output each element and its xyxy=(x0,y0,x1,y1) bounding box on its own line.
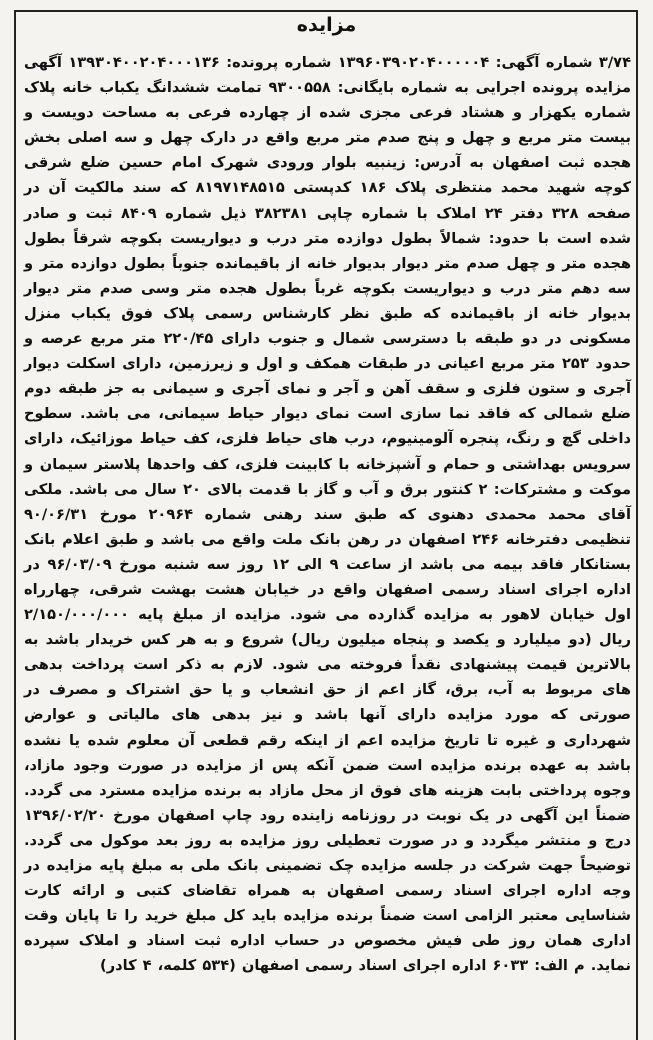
notice-body: ۳/۷۴ شماره آگهی: ۱۳۹۶۰۳۹۰۲۰۴۰۰۰۰۰۴ شماره پرونده: ۱۳۹۳۰۴۰۰۲۰۴۰۰۰۱۳۶ آگهی مزایده پرونده اجرایی به شماره بایگانی: ۹۳۰۰۵۵۸ تمامت ششدانگ یکباب خانه پلاک شماره یکهزار و هشتاد فرعی مجزی شده از چهارده فرعی به مساحت دویست و بیست متر مربع و چهل و پنج صدم متر مربع واقع در دارک چهل و سه اصلی بخش هجده ثبت اصفهان به آدرس: زینبیه بلوار ورودی شهرک امام حسین ضلع شرقی کوچه شهید محمد منتظری پلاک ۱۸۶ کدپستی ۸۱۹۷۱۴۸۵۱۵ که سند مالکیت آن در صفحه ۳۲۸ دفتر ۲۴ املاک با شماره چاپی ۳۸۲۳۸۱ ذیل شماره ۸۴۰۹ ثبت و صادر شده است با حدود: شمالاً بطول دوازده متر درب و دیواریست بکوچه شرقاً بطول هجده متر و چهل صدم متر دیوار بدیوار خانه از باقیمانده جنوباً بطول دوازده متر و سه دهم متر درب و دیواریست بکوچه غرباً بطول هجده متر وسی صدم متر دیوار بدیوار خانه از باقیمانده که طبق نظر کارشناس رسمی پلاک فوق یکباب منزل مسکونی در دو طبقه با دسترسی شمال و جنوب دارای ۲۲۰/۴۵ متر مربع عرصه و حدود ۲۵۳ متر مربع اعیانی در طبقات همکف و اول و زیرزمین، دارای اسکلت دیوار آجری و ستون فلزی و سقف آهن و آجر و نمای آجری و سیمانی به جز طبقه دوم ضلع شمالی که فاقد نما سازی است نمای دیوار حیاط سیمانی، می باشد. سطوح داخلی گچ و رنگ، پنجره آلومینیوم، درب های حیاط فلزی، کف حیاط موزائیک، دارای سرویس بهداشتی و حمام و آشپزخانه با کابینت فلزی، کف واحدها پلاستر سیمان و موکت و مشترکات: ۲ کنتور برق و آب و گاز با قدمت بالای ۲۰ سال می باشد. ملکی آقای محمد محمدی دهنوی که طبق سند رهنی شماره ۲۰۹۶۴ مورخ ۹۰/۰۶/۳۱ تنظیمی دفترخانه ۲۴۶ اصفهان در رهن بانک ملت واقع می باشد و طبق اعلام بانک بستانکار فاقد بیمه می باشد از ساعت ۹ الی ۱۲ روز سه شنبه مورخ ۹۶/۰۳/۰۹ در اداره اجرای اسناد رسمی اصفهان واقع در خیابان هشت بهشت شرقی، چهارراه اول خیابان لاهور به مزایده گذارده می شود. مزایده از مبلغ پایه ۲/۱۵۰/۰۰۰/۰۰۰ ریال (دو میلیارد و یکصد و پنجاه میلیون ریال) شروع و به هر کس خریدار باشد به بالاترین قیمت پیشنهادی نقداً فروخته می شود. لازم به ذکر است پرداخت بدهی های مربوط به آب، برق، گاز اعم از حق انشعاب و یا حق اشتراک و مصرف در صورتی که مورد مزایده دارای آنها باشد و نیز بدهی های مالیاتی و عوارض شهرداری و غیره تا تاریخ مزایده اعم از اینکه رقم قطعی آن معلوم شده یا نشده باشد به عهده برنده مزایده است ضمن آنکه پس از مزایده در صورت وجود مازاد، وجوه پرداختی بابت هزینه های فوق از محل مازاد به برنده مزایده مسترد می گردد. ضمناً این آگهی در یک نوبت در روزنامه زاینده رود چاپ اصفهان مورخ ۱۳۹۶/۰۲/۲۰ درج و منتشر میگردد و در صورت تعطیلی روز مزایده به روز بعد موکول می گردد. توضیحاً جهت شرکت در جلسه مزایده چک تضمینی بانک ملی به مبلغ پایه مزایده در وجه اداره اجرای اسناد رسمی اصفهان به همراه تقاضای کتبی و ارائه کارت شناسایی معتبر الزامی است ضمناً برنده مزایده باید کل مبلغ خرید را تا پایان وقت اداری همان روز طی فیش مخصوص در حساب اداره ثبت اسناد و املاک سپرده نماید. م الف: ۶۰۳۳ اداره اجرای اسناد رسمی اصفهان (۵۳۴ کلمه، ۴ کادر) xyxy=(24,54,632,975)
notice-title: مزایده xyxy=(296,14,357,36)
